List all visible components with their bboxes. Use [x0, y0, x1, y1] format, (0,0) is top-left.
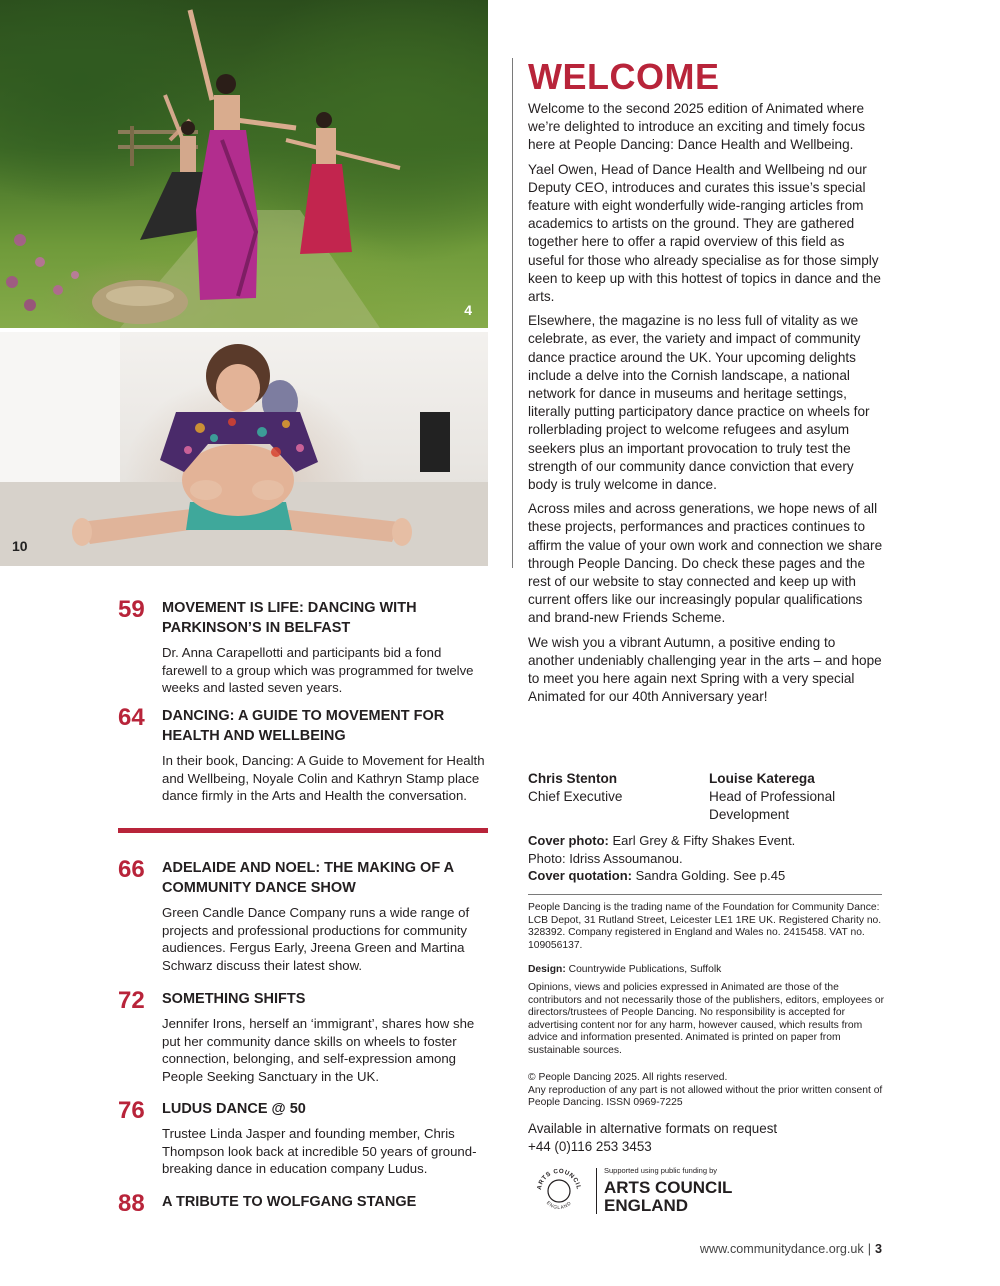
contents-description: Jennifer Irons, herself an ‘immigrant’, shares how she put her community dance skills on wheels to foster connection, belonging, and self-expression among People Seeking Sanctuary in the UK. [162, 1016, 475, 1084]
contents-description: Trustee Linda Jasper and founding member, Chris Thompson look back at incredible 50 years of ground-breaking dance in education company Ludus. [162, 1126, 477, 1176]
alternative-formats [528, 1120, 884, 1155]
contents-page-number: 76 [118, 1097, 145, 1124]
alt-formats-text: Available in alternative formats on request [528, 1121, 778, 1136]
contents-item[interactable] [118, 1190, 488, 1217]
reproduction-line: Any reproduction of any part is not allowed without the prior written consent of People Dancing. ISSN 0969-7225 [528, 1084, 883, 1109]
design-label: Design: [528, 964, 566, 975]
welcome-paragraph: We wish you a vibrant Autumn, a positive ending to another undeniably challenging year in the arts – and hope to meet you here again next Spring with a very special Animated for our 40th Anniversary year! [528, 634, 882, 705]
signatory [528, 770, 698, 806]
cover-photo-label: Cover photo: [528, 833, 609, 848]
contents-title: LUDUS DANCE @ 50 [162, 1101, 306, 1117]
column-divider [512, 58, 513, 568]
contents-page-number: 72 [118, 987, 145, 1014]
contents-item[interactable] [118, 706, 488, 805]
page-footer [700, 1242, 882, 1256]
contents-page-number: 59 [118, 596, 145, 623]
signatory-role: Chief Executive [528, 789, 623, 804]
copyright-line: © People Dancing 2025. All rights reserved. [528, 1072, 728, 1083]
cover-credits [528, 832, 884, 885]
contents-page-number: 88 [118, 1190, 145, 1217]
imprint-disclaimer: Opinions, views and policies expressed in Animated are those of the contributors and not necessarily those of the publishers, editors, employees or directors/trustees of People Dancing. No responsibility is accepted for advertising content nor for any harm, however caused, which results from advice and information presented. Animated is printed on paper from sustainable sources. [528, 982, 885, 1056]
footer-separator: | [867, 1242, 871, 1256]
contents-title: ADELAIDE AND NOEL: THE MAKING OF A COMMUNITY DANCE SHOW [162, 860, 454, 896]
contents-item[interactable] [118, 989, 488, 1085]
photo-dancers-garden [0, 0, 488, 328]
contents-title: DANCING: A GUIDE TO MOVEMENT FOR HEALTH AND WELLBEING [162, 708, 445, 744]
photo-page-number: 10 [12, 538, 28, 554]
photo-page-number: 4 [464, 302, 472, 318]
imprint-trading: People Dancing is the trading name of the Foundation for Community Dance: LCB Depot, 31 Rutland Street, Leicester LE1 1RE UK. Registered Charity no. 328392. Company registered in England and Wales no. 2415458. VAT no. 109056137. [528, 902, 882, 951]
phone-number: +44 (0)116 253 3453 [528, 1138, 652, 1154]
welcome-paragraph: Welcome to the second 2025 edition of Animated where we’re delighted to introduce an exciting and timely focus here at People Dancing: Dance Health and Wellbeing. [528, 101, 866, 153]
cover-quote-text: Sandra Golding. See p.45 [632, 868, 786, 883]
cover-photo-credit: Photo: Idriss Assoumanou. [528, 850, 683, 866]
photo-seated-dancer [0, 332, 488, 566]
contents-item[interactable] [118, 858, 488, 974]
contents-page-number: 64 [118, 704, 145, 731]
contents-description: Green Candle Dance Company runs a wide range of projects and professional productions for community audiences. Fergus Early, Jreena Green and Martina Schwarz discuss their latest show. [162, 905, 470, 973]
imprint-design [528, 964, 884, 977]
photo-dancers-garden-illustration [0, 0, 488, 328]
cover-photo-text: Earl Grey & Fifty Shakes Event. [608, 833, 796, 848]
welcome-paragraph: Yael Owen, Head of Dance Health and Wellbeing nd our Deputy CEO, introduces and curates this issue’s special feature with eight wonderfully wide-ranging articles from academics to artists on the ground. They are gathered together here to offer a rapid overview of this field as useful for those who already specialise as for those simply keen to keep up with this hottest of topics in dance and the arts. [528, 161, 881, 305]
cover-quote-label: Cover quotation: [528, 868, 632, 883]
website-link[interactable]: www.communitydance.org.uk [699, 1242, 864, 1256]
page-number: 3 [874, 1242, 882, 1256]
arts-council-seal-logo [532, 1164, 586, 1218]
signatory-name: Chris Stenton [528, 771, 618, 786]
welcome-paragraph: Across miles and across generations, we hope news of all these projects, performances and practices continues to affirm the value of your own work and connection we share through People Dancing. Do check these pages and the rest of our website to stay connected and keep up with current offers like our increasingly popular qualifications and brand-new Friends Scheme. [528, 501, 883, 626]
imprint-divider [528, 894, 882, 895]
arts-council-name: ARTS COUNCIL ENGLAND [604, 1178, 733, 1215]
imprint-copyright [528, 1072, 884, 1110]
contents-description: In their book, Dancing: A Guide to Movement for Health and Wellbeing, Noyale Colin and Kathryn Stamp place dance firmly in the Arts and Health the conversation. [162, 753, 485, 803]
design-text: Countrywide Publications, Suffolk [565, 964, 722, 975]
section-divider [118, 828, 488, 833]
welcome-paragraph: Elsewhere, the magazine is no less full of vitality as we celebrate, as ever, the variety and impact of community dance practice around the UK. Your upcoming delights include a delve into the Cornish landscape, a national network for dance in museums and heritage settings, literally putting participatory dance practice on wheels for rollerblading project to welcome refugees and asylum seekers plus an important provocation to truly test the strength of our community dance conviction that every body is truly welcome in dance. [528, 313, 870, 493]
logo-divider [596, 1168, 597, 1214]
photo-seated-dancer-illustration [0, 332, 488, 566]
signatory-role: Head of Professional Development [709, 789, 836, 822]
svg-text:ENGLAND: ENGLAND [544, 1200, 574, 1212]
welcome-body [528, 100, 884, 713]
welcome-title: WELCOME [528, 56, 720, 97]
signatory [709, 770, 884, 824]
contents-description: Dr. Anna Carapellotti and participants bid a fond farewell to a group which was programmed for twelve weeks and lasted seven years. [162, 645, 474, 695]
contents-item[interactable] [118, 598, 488, 697]
contents-item[interactable] [118, 1099, 488, 1178]
arts-council-supported-text: Supported using public funding by [604, 1166, 717, 1175]
contents-title: SOMETHING SHIFTS [162, 991, 306, 1007]
svg-text:ARTS COUNCIL: ARTS COUNCIL [535, 1167, 583, 1191]
contents-page-number: 66 [118, 856, 145, 883]
signatory-name: Louise Katerega [709, 771, 815, 786]
contents-title: MOVEMENT IS LIFE: DANCING WITH PARKINSON’S IN BELFAST [162, 600, 417, 636]
contents-title: A TRIBUTE TO WOLFGANG STANGE [162, 1194, 417, 1210]
